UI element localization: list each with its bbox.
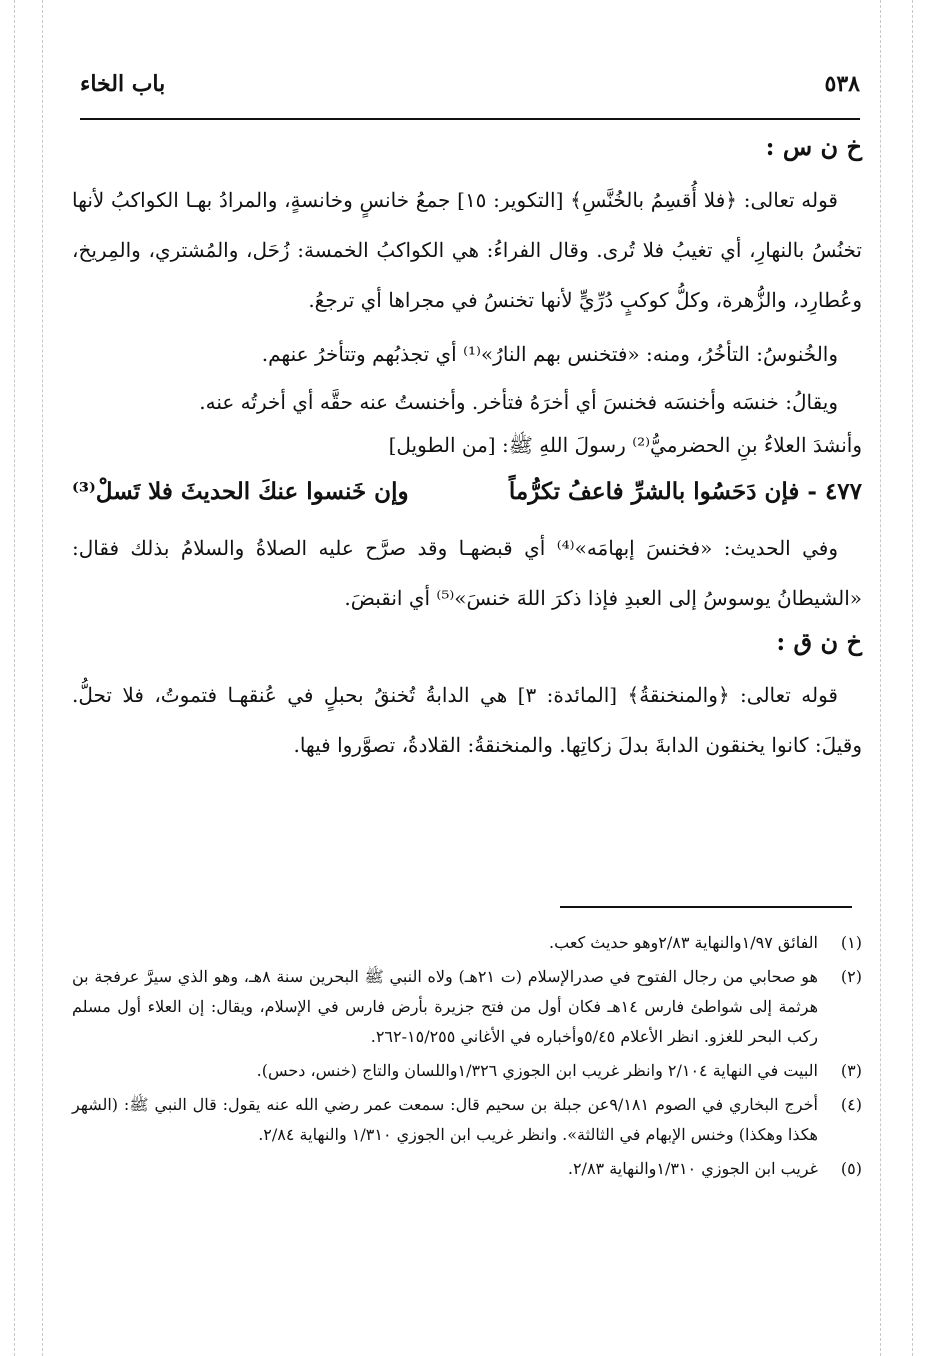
paragraph: ويقالُ: خنسَه وأخنسَه فخنسَ أي أخرَهُ فتأخر. وأخنستُ عنه حقَّه أي أخرتُه عنه. <box>199 390 838 414</box>
footnote-number: (٤) <box>840 1095 862 1114</box>
page-header <box>80 62 860 106</box>
paragraph: قوله تعالى: ﴿والمنخنقةُ﴾ [المائدة: ٣] هي الدابةُ تُخنقُ بحبلٍ في عُنقهـا فتموتُ، فلا تحلُّ. وقيلَ: كانوا يخنقون الدابةَ بدلَ زكاتِها. والمنخنقةُ: القلادةُ، تصوَّروا فيها. <box>72 683 862 757</box>
page-number: ٥٣٨ <box>824 71 860 97</box>
footnote <box>72 1154 862 1184</box>
header-rule <box>80 118 860 120</box>
footnote-text: الفائق ١/٩٧والنهاية ٢/٨٣وهو حديث كعب. <box>549 933 818 952</box>
footnote <box>72 962 862 1052</box>
footnote-number: (٣) <box>840 1061 862 1080</box>
footnote-text: البيت في النهاية ٢/١٠٤ وانظر غريب ابن الجوزي ١/٣٢٦واللسان والتاج (خنس، دحس). <box>256 1061 818 1080</box>
verse-second-hemistich: وإن خَنسوا عنكَ الحديثَ فلا تَسلْ⁽³⁾ <box>72 478 409 505</box>
footnote-number: (٢) <box>840 967 862 986</box>
footnote-text: غريب ابن الجوزي ١/٣١٠والنهاية ٢/٨٣. <box>567 1159 818 1178</box>
paragraph: قوله تعالى: ﴿فلا أُقسِمُ بالخُنَّسِ﴾ [التكوير: ١٥] جمعُ خانسٍ وخانسةٍ، والمرادُ بهـا الكواكبُ لأنها تخنُسُ بالنهارِ، أي تغيبُ فلا تُرى. وقال الفراءُ: هي الكواكبُ الخمسة: زُحَل، والمُشتري، والمِريخ، وعُطارِد، والزُّهرة، وكلُّ كوكبٍ دُرِّيٍّ لأنها تخنسُ في مجراها أي ترجعُ. <box>72 188 862 312</box>
chapter-title: باب الخاء <box>80 71 166 97</box>
poem-verse <box>72 467 862 517</box>
paragraph: وفي الحديث: «فخنسَ إبهامَه»⁽⁴⁾ أي قبضهـا وقد صرَّح عليه الصلاةُ والسلامُ بذلك فقال: «الشيطانُ يوسوسُ إلى العبدِ فإذا ذكرَ اللهَ خنسَ»⁽⁵⁾ أي انقبضَ. <box>72 536 862 610</box>
main-text <box>72 132 862 774</box>
paragraph: وأنشدَ العلاءُ بنِ الحضرميُّ⁽²⁾ رسولَ اللهِ ﷺ: [من الطويل] <box>388 433 862 457</box>
footnote-separator <box>560 906 852 908</box>
footnote <box>72 1090 862 1150</box>
entry-heading-kh-n-s: خ ن س : <box>765 132 862 161</box>
footnote-text: أخرج البخاري في الصوم ٩/١٨١عن جبلة بن سحيم قال: سمعت عمر رضي الله عنه يقول: قال النبي ﷺ: (الشهر هكذا وهكذا) وخنس الإبهام في الثالثة». وانظر غريب ابن الجوزي ١/٣١٠ والنهاية ٢/٨٤. <box>72 1095 818 1144</box>
verse-first-hemistich: ٤٧٧ - فإن دَحَسُوا بالشرِّ فاعفُ تكرُّماً <box>508 478 862 505</box>
footnote <box>72 1056 862 1086</box>
footnote-text: هو صحابي من رجال الفتوح في صدرالإسلام (ت ٢١هـ) ولاه النبي ﷺ البحرين سنة ٨هـ، وهو الذي سيرَّ عرفجة بن هرثمة إلى شواطئ فارس ١٤هـ فكان أول من فتح جزيرة بأرض فارس في الإسلام، ويقال: إن العلاء أول مسلم ركب البحر للغزو. انظر الأعلام ٥/٤٥وأخباره في الأغاني ١٥/٢٥٥-٢٦٢. <box>72 967 818 1046</box>
footnotes <box>72 928 862 1188</box>
footnote <box>72 928 862 958</box>
paragraph: والخُنوسُ: التأخُرُ، ومنه: «فتخنس بهم النارُ»⁽¹⁾ أي تجذبُهم وتتأخرُ عنهم. <box>261 342 838 366</box>
footnote-number: (٥) <box>840 1159 862 1178</box>
entry-heading-kh-n-q: خ ن ق : <box>776 627 862 656</box>
footnote-number: (١) <box>840 933 862 952</box>
